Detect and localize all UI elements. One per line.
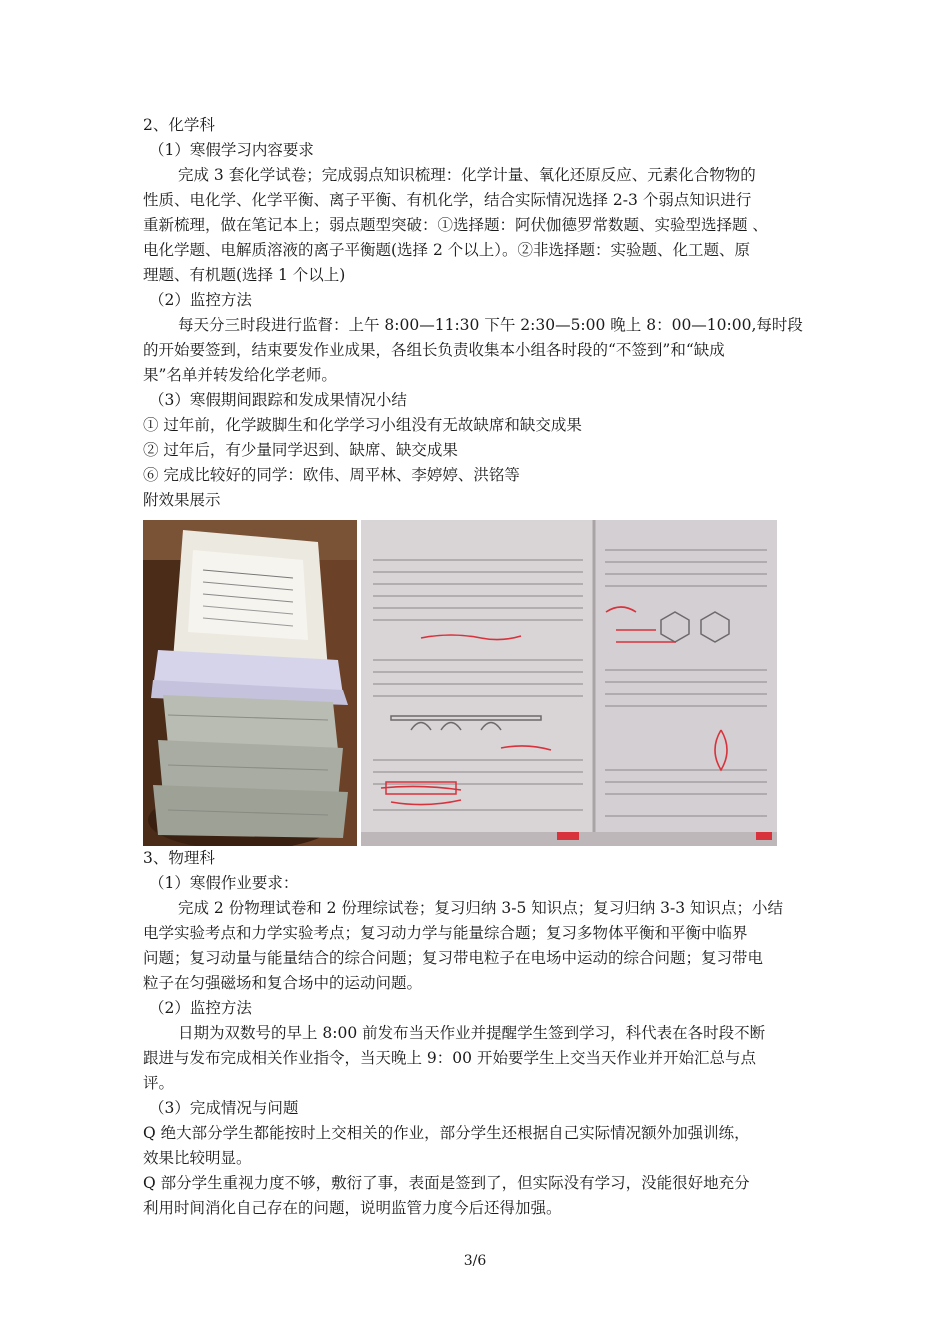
chem-section1-line: 完成 3 套化学试卷；完成弱点知识梳理：化学计量、氧化还原反应、元素化合物物的: [178, 166, 756, 184]
chem-section1-title: （1）寒假学习内容要求: [149, 141, 314, 159]
chem-section1-line: 重新梳理，做在笔记本上；弱点题型突破：①选择题：阿伏伽德罗常数题、实验型选择题 、: [143, 216, 768, 234]
paper-stack-photo: [143, 520, 357, 846]
phys-section1-line: 问题；复习动量与能量结合的综合问题；复习带电粒子在电场中运动的综合问题；复习带电: [143, 949, 764, 967]
phys-section1-line: 粒子在匀强磁场和复合场中的运动问题。: [143, 974, 423, 992]
chem-section1-line: 性质、电化学、化学平衡、离子平衡、有机化学，结合实际情况选择 2-3 个弱点知识进行: [143, 191, 752, 209]
phys-section3-title: （3）完成情况与问题: [149, 1099, 299, 1117]
chemistry-heading: 2、化学科: [143, 116, 215, 134]
results-photos: [143, 520, 777, 846]
marked-exam-illustration: [361, 520, 777, 846]
chem-section3-item: ⑥ 完成比较好的同学：欧伟、周平林、李婷婷、洪铭等: [143, 466, 520, 484]
chem-section1-line: 理题、有机题(选择 1 个以上): [143, 266, 346, 284]
page-number: 3/6: [463, 1253, 487, 1269]
chem-section2-line: 的开始要签到，结束要发作业成果，各组长负责收集本小组各时段的“不签到”和“缺成: [143, 341, 725, 359]
phys-section1-title: （1）寒假作业要求：: [149, 874, 299, 892]
phys-section2-line: 日期为双数号的早上 8:00 前发布当天作业并提醒学生签到学习，科代表在各时段不断: [178, 1024, 766, 1042]
phys-section3-line: 效果比较明显。: [143, 1149, 252, 1167]
phys-section2-line: 跟进与发布完成相关作业指令，当天晚上 9：00 开始要学生上交当天作业并开始汇总与点: [143, 1049, 756, 1067]
marked-exam-photo: [361, 520, 777, 846]
chem-section2-title: （2）监控方法: [149, 291, 252, 309]
phys-section2-line: 评。: [143, 1074, 175, 1092]
phys-section1-line: 完成 2 份物理试卷和 2 份理综试卷；复习归纳 3-5 知识点；复习归纳 3-3 知识点；小结: [178, 899, 784, 917]
chem-section3-item: ① 过年前，化学跛脚生和化学学习小组没有无故缺席和缺交成果: [143, 416, 582, 434]
chem-section1-line: 电化学题、电解质溶液的离子平衡题(选择 2 个以上）。②非选择题：实验题、化工题、原: [143, 241, 751, 259]
attachment-caption: 附效果展示: [143, 491, 221, 509]
paper-stack-illustration: [143, 520, 357, 846]
chem-section2-line: 每天分三时段进行监督：上午 8:00—11:30 下午 2:30—5:00 晚上 8：00—10:00,每时段: [178, 316, 803, 334]
phys-section2-title: （2）监控方法: [149, 999, 252, 1017]
phys-section1-line: 电学实验考点和力学实验考点；复习动力学与能量综合题；复习多物体平衡和平衡中临界: [143, 924, 748, 942]
phys-section3-line: Q 绝大部分学生都能按时上交相关的作业，部分学生还根据自己实际情况额外加强训练，: [143, 1124, 750, 1142]
chem-section2-line: 果”名单并转发给化学老师。: [143, 366, 337, 384]
chem-section3-item: ② 过年后，有少量同学迟到、缺席、缺交成果: [143, 441, 458, 459]
chem-section3-title: （3）寒假期间跟踪和发成果情况小结: [149, 391, 407, 409]
physics-heading: 3、物理科: [143, 849, 215, 867]
phys-section3-line: Q 部分学生重视力度不够，敷衍了事，表面是签到了，但实际没有学习，没能很好地充分: [143, 1174, 750, 1192]
phys-section3-line: 利用时间消化自己存在的问题，说明监管力度今后还得加强。: [143, 1199, 562, 1217]
